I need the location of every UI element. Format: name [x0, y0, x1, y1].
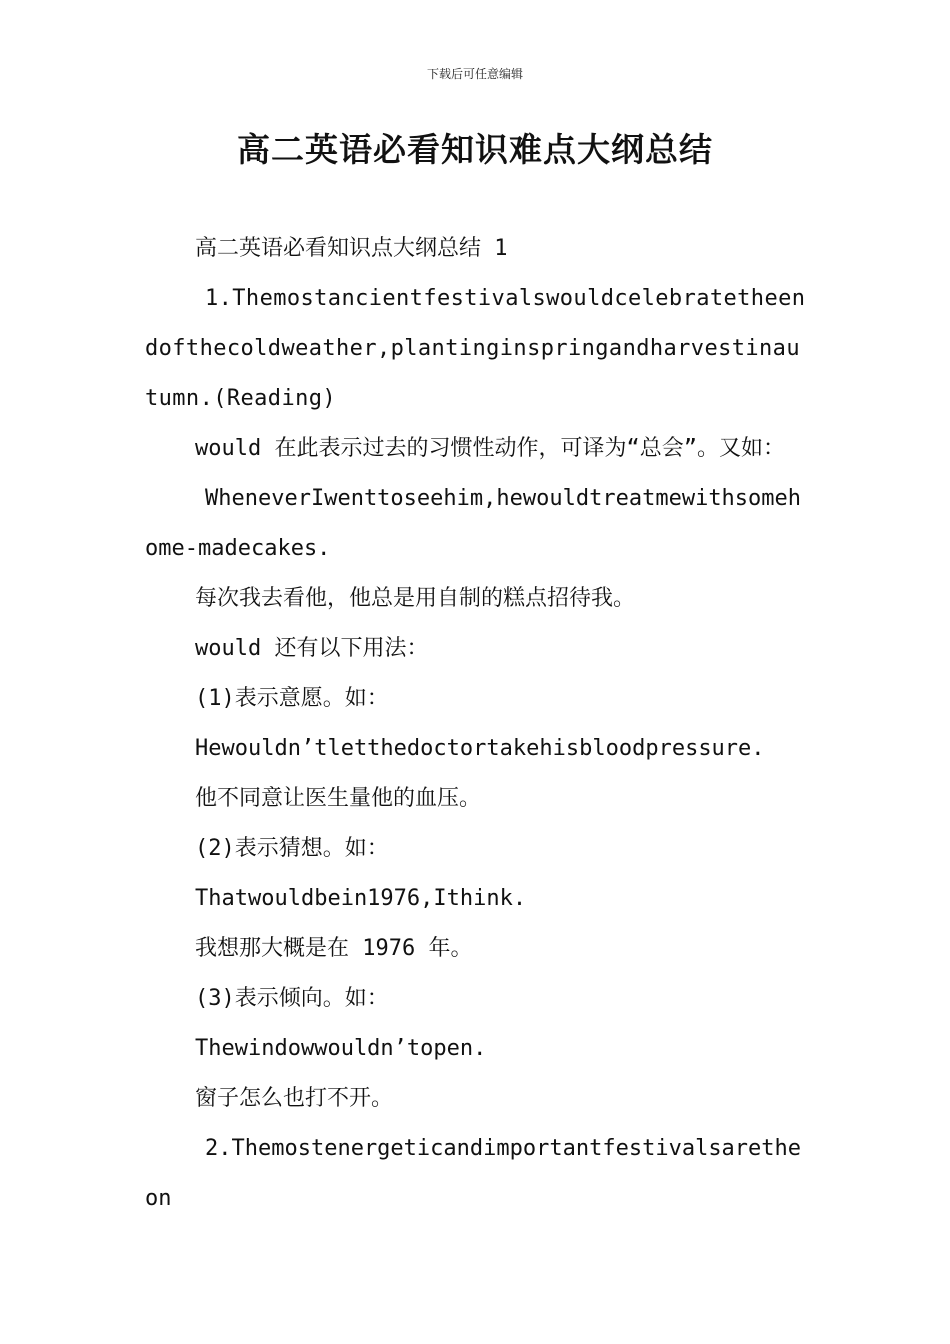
paragraph-13: Thewindowwouldn’topen.	[195, 1036, 487, 1061]
document-body	[145, 224, 810, 1224]
paragraph-10: Thatwouldbein1976,Ithink.	[195, 886, 527, 911]
header-note: 下载后可任意编辑	[426, 67, 523, 81]
paragraph-8: 他不同意让医生量他的血压。	[195, 786, 482, 811]
paragraph-14: 窗子怎么也打不开。	[195, 1086, 394, 1111]
section-heading: 高二英语必看知识点大纲总结 1	[195, 236, 508, 261]
document-title: 高二英语必看知识难点大纲总结	[237, 130, 713, 169]
paragraph-3: WheneverIwenttoseehim,hewouldtreatmewithsomehome-madecakes.	[145, 486, 802, 561]
paragraph-2: would 在此表示过去的习惯性动作，可译为“总会”。又如：	[195, 436, 785, 461]
paragraph-5: would 还有以下用法：	[195, 636, 429, 661]
paragraph-15: 2.Themostenergeticandimportantfestivalsaretheon	[145, 1136, 802, 1211]
paragraph-11: 我想那大概是在 1976 年。	[195, 936, 473, 961]
paragraph-9: (2)表示猜想。如：	[195, 836, 389, 861]
paragraph-1: 1.Themostancientfestivalswouldcelebratetheendofthecoldweather,plantinginspringandharvestinautumn.(Reading)	[145, 286, 806, 411]
paragraph-4: 每次我去看他，他总是用自制的糕点招待我。	[195, 586, 636, 611]
paragraph-12: (3)表示倾向。如：	[195, 986, 389, 1011]
paragraph-7: Hewouldn’tletthedoctortakehisbloodpressure.	[195, 736, 765, 761]
paragraph-6: (1)表示意愿。如：	[195, 686, 389, 711]
